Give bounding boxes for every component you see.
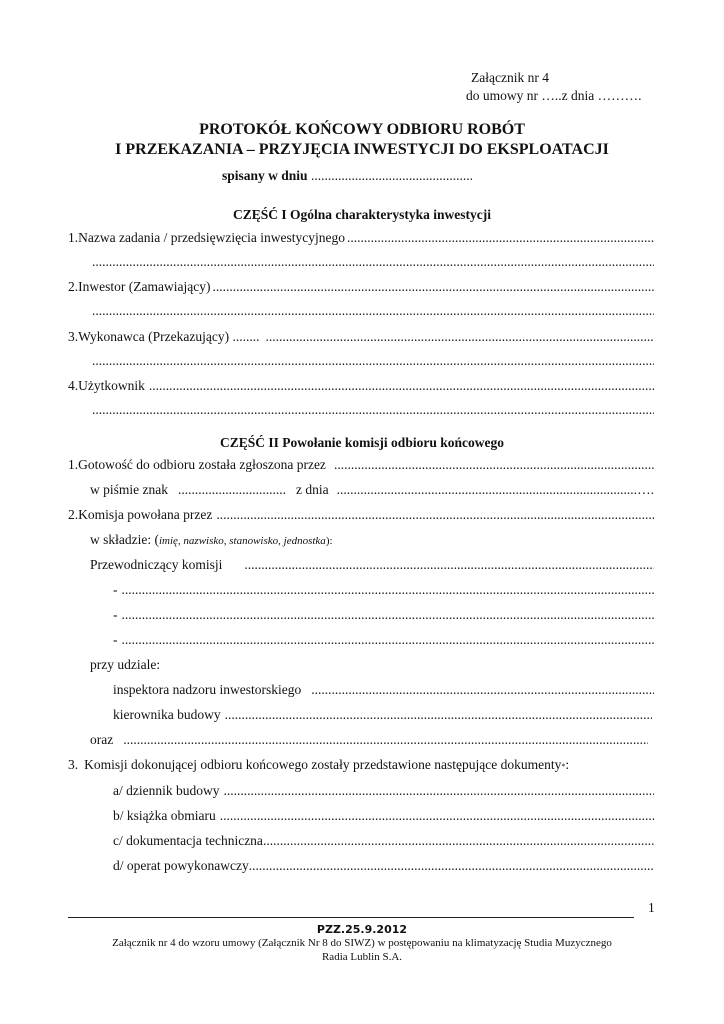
part1-item-2 xyxy=(68,279,654,295)
document-title-line1: PROTOKÓŁ KOŃCOWY ODBIORU ROBÓT xyxy=(199,121,525,138)
member-dash: - xyxy=(113,582,118,597)
doc-label: d/ operat powykonawczy xyxy=(113,858,249,873)
letter-dots: ................................ xyxy=(177,482,286,497)
doc-label: a/ dziennik budowy xyxy=(113,783,220,798)
participation-text: przy udziale: xyxy=(90,657,161,672)
part1-item-4-continuation xyxy=(90,402,654,418)
item-label: Wykonawca (Przekazujący) ........ xyxy=(78,329,260,344)
date-tail: …. xyxy=(637,482,654,497)
doc-label: c/ dokumentacja techniczna xyxy=(113,833,263,848)
page-number: 1 xyxy=(648,900,655,915)
fill-line xyxy=(223,783,654,799)
footer-code: PZZ.25.9.2012 xyxy=(316,923,408,936)
item-number: 2. xyxy=(68,507,79,522)
member-row xyxy=(113,582,654,598)
fill-line xyxy=(216,507,654,523)
member-dash: - xyxy=(113,632,118,647)
doc-row xyxy=(113,808,654,824)
fill-line xyxy=(220,808,654,824)
composition-close: ): xyxy=(325,535,333,547)
fill-line xyxy=(123,732,648,748)
attachment-label: Załącznik nr 4 xyxy=(471,70,549,85)
fill-line xyxy=(263,833,654,849)
item-label: Nazwa zadania / przedsięwzięcia inwestycyjnego xyxy=(78,230,345,245)
and-label: oraz xyxy=(90,732,114,747)
fill-line xyxy=(149,378,654,394)
fill-line xyxy=(225,707,652,723)
part2-item-1 xyxy=(68,457,654,473)
doc-label: b/ książka obmiaru xyxy=(113,808,216,823)
footnote-marker: * xyxy=(561,762,566,771)
fill-line xyxy=(92,254,654,270)
date-label: z dnia xyxy=(295,482,329,497)
member-row xyxy=(113,607,654,623)
letter-label: w piśmie znak xyxy=(90,482,168,497)
item-label: Komisja powołana przez xyxy=(78,507,213,522)
composition-row xyxy=(90,532,333,549)
item-label: Gotowość do odbioru została zgłoszona przez xyxy=(78,457,326,472)
fill-line xyxy=(244,557,654,573)
fill-line xyxy=(212,279,654,295)
item-number: 3. xyxy=(68,329,79,344)
doc-row xyxy=(113,833,654,849)
written-on-label: spisany w dniu xyxy=(222,168,308,183)
chair-row xyxy=(90,557,654,573)
part1-item-4 xyxy=(68,378,654,394)
fill-line xyxy=(311,682,654,698)
part2-item-3 xyxy=(68,757,569,775)
and-row xyxy=(90,732,648,748)
fill-line xyxy=(92,402,654,418)
composition-hint: imię, nazwisko, stanowisko, jednostka xyxy=(158,535,326,547)
footer-line2: Radia Lublin S.A. xyxy=(321,951,403,963)
participation-label xyxy=(90,657,160,673)
fill-line xyxy=(265,329,654,345)
contract-reference: do umowy nr …..z dnia ………. xyxy=(466,88,642,103)
item-number: 4. xyxy=(68,378,79,393)
item-label: Użytkownik xyxy=(78,378,145,393)
item-label: Inwestor (Zamawiający) xyxy=(78,279,211,294)
inspector-row xyxy=(113,682,654,698)
doc-row xyxy=(113,783,654,799)
item-number: 1. xyxy=(68,230,79,245)
fill-line xyxy=(122,632,655,648)
footer-line1: Załącznik nr 4 do wzoru umowy (Załącznik Nr 8 do SIWZ) w postępowaniu na klimatyzację Studia Muzycznego xyxy=(112,937,612,949)
part2-heading: CZĘŚĆ II Powołanie komisji odbioru końcowego xyxy=(220,435,504,450)
item-number: 1. xyxy=(68,457,79,472)
letter-row xyxy=(90,482,654,498)
manager-row xyxy=(113,707,652,723)
fill-line xyxy=(122,582,655,598)
composition-label: w składzie: ( xyxy=(90,532,159,547)
item-number: 2. xyxy=(68,279,79,294)
fill-line xyxy=(122,607,655,623)
part1-item-3-continuation xyxy=(90,353,654,369)
item-number: 3. xyxy=(68,757,79,772)
fill-line xyxy=(347,230,654,246)
chair-label: Przewodniczący komisji xyxy=(90,557,223,572)
fill-line xyxy=(337,482,638,498)
document-title-line2: I PRZEKAZANIA – PRZYJĘCIA INWESTYCJI DO EKSPLOATACJI xyxy=(115,141,609,158)
fill-line xyxy=(249,858,654,874)
item-colon: : xyxy=(565,757,570,772)
manager-label: kierownika budowy xyxy=(113,707,221,722)
member-row xyxy=(113,632,654,648)
fill-line xyxy=(92,303,654,319)
inspector-label: inspektora nadzoru inwestorskiego xyxy=(113,682,302,697)
doc-row xyxy=(113,858,654,874)
part1-item-3 xyxy=(68,329,654,345)
footer-divider xyxy=(68,917,634,918)
part1-item-1 xyxy=(68,230,654,246)
part1-item-1-continuation xyxy=(90,254,654,270)
part1-heading: CZĘŚĆ I Ogólna charakterystyka inwestycji xyxy=(232,207,491,222)
part1-item-2-continuation xyxy=(90,303,654,319)
written-on xyxy=(222,168,473,184)
part2-item-2 xyxy=(68,507,654,523)
member-dash: - xyxy=(113,607,118,622)
written-on-dots: ................................................ xyxy=(310,168,473,183)
item-label: Komisji dokonującej odbioru końcowego zostały przedstawione następujące dokumenty xyxy=(84,757,562,772)
fill-line xyxy=(92,353,654,369)
fill-line xyxy=(334,457,654,473)
